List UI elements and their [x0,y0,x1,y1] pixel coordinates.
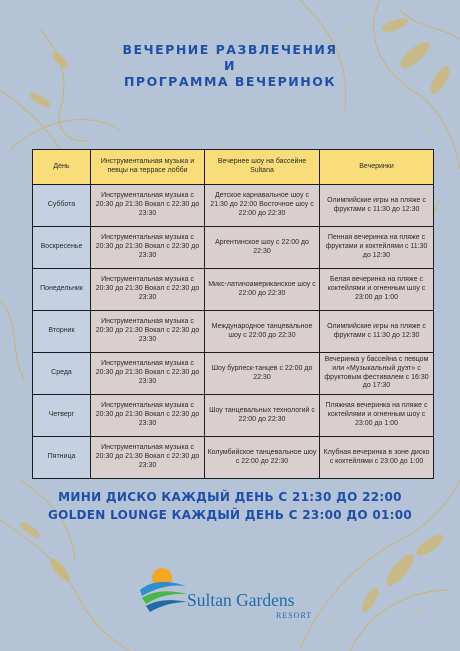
schedule-cell: Шоу бурлеск-танцев с 22:00 до 22:30 [205,353,320,395]
schedule-cell: Белая вечеринка на пляже с коктейлями и огненным шоу с 23:00 до 1:00 [320,269,434,311]
day-cell: Понедельник [33,269,91,311]
schedule-cell: Инструментальная музыка с 20:30 до 21:30 Вокал с 22:30 до 23:30 [91,311,205,353]
schedule-cell: Шоу танцевальных технологий с 22:00 до 22:30 [205,395,320,437]
schedule-cell: Инструментальная музыка с 20:30 до 21:30 Вокал с 22:30 до 23:30 [91,227,205,269]
brand-name: Sultan Gardens [187,590,295,610]
schedule-cell: Вечеринка у бассейна с певцом или «Музыкальный дуэт» с фруктовым фестивалем с 16:30 до 17:30 [320,353,434,395]
schedule-table [32,149,434,479]
mini-disco-promo: МИНИ ДИСКО КАЖДЫЙ ДЕНЬ С 21:30 ДО 22:00 [58,490,402,504]
title-line-3: ПРОГРАММА ВЕЧЕРИНОК [123,74,337,89]
day-cell: Суббота [33,185,91,227]
schedule-cell: Инструментальная музыка с 20:30 до 21:30 Вокал с 22:30 до 23:30 [91,185,205,227]
day-cell: Воскресенье [33,227,91,269]
column-header: Инструментальная музыка и певцы на террасе лобби [91,150,205,185]
column-header: Вечернее шоу на бассейне Sultana [205,150,320,185]
schedule-cell: Инструментальная музыка с 20:30 до 21:30 Вокал с 22:30 до 23:30 [91,353,205,395]
table-row [33,437,434,479]
schedule-cell: Инструментальная музыка с 20:30 до 21:30 Вокал с 22:30 до 23:30 [91,395,205,437]
resort-logo-icon [138,562,190,614]
title-line-2: И [224,58,236,73]
day-cell: Четверг [33,395,91,437]
day-cell: Пятница [33,437,91,479]
schedule-cell: Клубная вечеринка в зоне диско с коктейлями с 23:00 до 1:00 [320,437,434,479]
table-row [33,269,434,311]
column-header: День [33,150,91,185]
table-row [33,227,434,269]
table-row [33,311,434,353]
table-header-row [33,150,434,185]
brand-sub: RESORT [276,611,313,620]
schedule-cell: Колумбийское танцевальное шоу с 22:00 до 22:30 [205,437,320,479]
schedule-cell: Микс-латиноамериканское шоу с 22:00 до 22:30 [205,269,320,311]
table-row [33,395,434,437]
column-header: Вечеринки [320,150,434,185]
golden-lounge-promo: GOLDEN LOUNGE КАЖДЫЙ ДЕНЬ С 23:00 ДО 01:00 [47,508,413,522]
schedule-cell: Инструментальная музыка с 20:30 до 21:30 Вокал с 22:30 до 23:30 [91,437,205,479]
schedule-cell: Международное танцевальное шоу с 22:00 до 22:30 [205,311,320,353]
schedule-cell: Аргентинское шоу с 22:00 до 22:30 [205,227,320,269]
schedule-cell: Пенная вечеринка на пляже с фруктами и коктейлями с 11:30 до 12:30 [320,227,434,269]
title-line-1: ВЕЧЕРНИЕ РАЗВЛЕЧЕНИЯ [122,42,338,57]
schedule-cell: Детское карнавальное шоу с 21:30 до 22:00 Восточное шоу с 22:00 до 22:30 [205,185,320,227]
table-row [33,353,434,395]
schedule-cell: Олимпийские игры на пляже с фруктами с 11:30 до 12:30 [320,311,434,353]
schedule-cell: Пляжная вечеринка на пляже с коктейлями и огненным шоу с 23:00 до 1:00 [320,395,434,437]
day-cell: Вторник [33,311,91,353]
schedule-cell: Олимпийские игры на пляже с фруктами с 11:30 до 12:30 [320,185,434,227]
schedule-cell: Инструментальная музыка с 20:30 до 21:30 Вокал с 22:30 до 23:30 [91,269,205,311]
day-cell: Среда [33,353,91,395]
table-row [33,185,434,227]
